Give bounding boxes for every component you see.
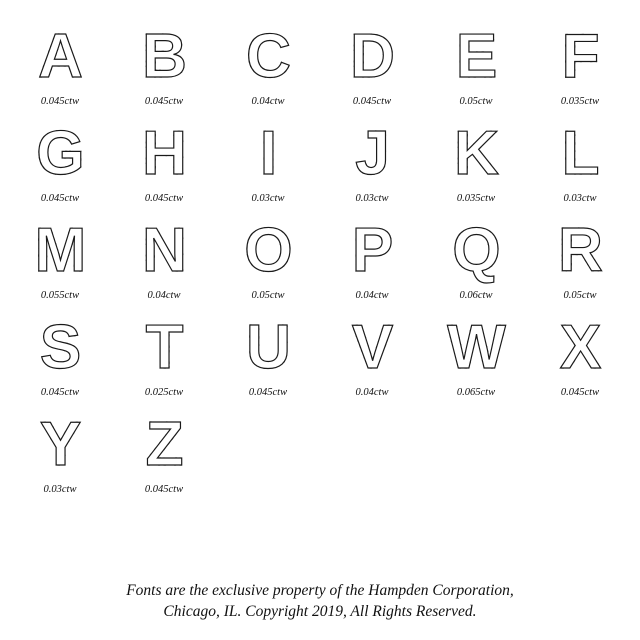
diamond-letter-glyph: K <box>454 119 498 188</box>
letter-carat-weight: 0.045ctw <box>40 387 80 398</box>
diamond-letter-glyph: Z <box>145 410 183 479</box>
letter-glyph-wrap <box>562 119 599 189</box>
diamond-letter-glyph: D <box>350 22 394 91</box>
letter-carat-weight: 0.045ctw <box>40 193 80 204</box>
letter-cell <box>8 410 112 507</box>
letter-carat-weight: 0.045ctw <box>352 96 392 107</box>
letter-carat-weight: 0.045ctw <box>248 387 288 398</box>
letter-glyph-wrap <box>456 22 496 92</box>
letter-carat-weight: 0.03ctw <box>355 193 389 204</box>
letter-carat-weight: 0.035ctw <box>560 96 600 107</box>
diamond-letter-glyph: V <box>351 313 393 382</box>
letter-cell <box>216 216 320 313</box>
diamond-letter-glyph: B <box>142 22 186 91</box>
letter-glyph-wrap <box>560 313 600 383</box>
letter-carat-weight: 0.025ctw <box>144 387 184 398</box>
diamond-letter-glyph: W <box>447 313 505 382</box>
diamond-letter-glyph: C <box>246 22 290 91</box>
letter-carat-weight: 0.045ctw <box>560 387 600 398</box>
diamond-letter-glyph: I <box>259 119 277 188</box>
letter-glyph-wrap <box>350 22 394 92</box>
letter-glyph-wrap <box>40 410 80 480</box>
letter-cell <box>424 313 528 410</box>
letter-carat-weight: 0.06ctw <box>459 290 493 301</box>
letter-carat-weight: 0.03ctw <box>251 193 285 204</box>
letter-carat-weight: 0.045ctw <box>144 96 184 107</box>
letter-glyph-wrap <box>244 216 291 286</box>
diamond-letter-glyph: U <box>246 313 290 382</box>
letter-glyph-wrap <box>447 313 505 383</box>
letter-cell <box>424 22 528 119</box>
letter-carat-weight: 0.03ctw <box>563 193 597 204</box>
letter-glyph-wrap <box>558 216 602 286</box>
letter-cell <box>320 313 424 410</box>
letter-carat-weight: 0.04ctw <box>355 387 389 398</box>
diamond-letter-glyph: H <box>142 119 186 188</box>
diamond-letter-glyph: G <box>36 119 84 188</box>
letter-carat-weight: 0.04ctw <box>251 96 285 107</box>
letter-glyph-wrap <box>246 313 290 383</box>
letter-cell <box>112 22 216 119</box>
letter-cell <box>216 313 320 410</box>
letter-carat-weight: 0.035ctw <box>456 193 496 204</box>
letter-cell <box>216 22 320 119</box>
letter-glyph-wrap <box>355 119 388 189</box>
letter-cell <box>528 216 632 313</box>
letter-cell <box>320 119 424 216</box>
letter-carat-weight: 0.055ctw <box>40 290 80 301</box>
diamond-letter-glyph: A <box>38 22 82 91</box>
letter-cell <box>8 119 112 216</box>
letter-glyph-wrap <box>35 216 86 286</box>
letter-cell <box>424 216 528 313</box>
letter-carat-weight: 0.05ctw <box>459 96 493 107</box>
letter-carat-weight: 0.05ctw <box>563 290 597 301</box>
letter-carat-weight: 0.045ctw <box>40 96 80 107</box>
letter-glyph-wrap <box>246 22 290 92</box>
letter-glyph-wrap <box>454 119 498 189</box>
diamond-letter-glyph: F <box>561 22 599 91</box>
letter-carat-weight: 0.05ctw <box>251 290 285 301</box>
diamond-letter-glyph: P <box>351 216 393 285</box>
letter-cell <box>112 313 216 410</box>
footer-line-2: Chicago, IL. Copyright 2019, All Rights Reserved. <box>163 603 477 620</box>
diamond-letter-glyph: T <box>145 313 183 382</box>
letter-carat-weight: 0.04ctw <box>355 290 389 301</box>
letter-cell <box>8 216 112 313</box>
diamond-letter-glyph: J <box>355 119 389 188</box>
letter-cell <box>8 313 112 410</box>
diamond-letter-glyph: L <box>561 119 599 188</box>
letter-carat-weight: 0.065ctw <box>456 387 496 398</box>
letter-glyph-wrap <box>352 313 392 383</box>
letter-glyph-wrap <box>352 216 392 286</box>
letter-glyph-wrap <box>40 313 80 383</box>
diamond-letter-glyph: X <box>559 313 601 382</box>
letter-glyph-wrap <box>146 313 183 383</box>
letter-cell <box>8 22 112 119</box>
diamond-letter-glyph: S <box>39 313 81 382</box>
diamond-letter-glyph: M <box>34 216 86 285</box>
letter-glyph-wrap <box>260 119 276 189</box>
letter-glyph-wrap <box>452 216 499 286</box>
diamond-letter-glyph: O <box>244 216 292 285</box>
diamond-letter-glyph: E <box>455 22 497 91</box>
diamond-letter-glyph: N <box>142 216 186 285</box>
letter-glyph-wrap <box>142 22 186 92</box>
letter-glyph-wrap <box>142 119 186 189</box>
letter-carat-weight: 0.045ctw <box>144 193 184 204</box>
letter-grid <box>8 22 632 507</box>
diamond-letter-glyph: R <box>558 216 602 285</box>
diamond-letter-glyph: Q <box>452 216 500 285</box>
letter-cell <box>424 119 528 216</box>
letter-cell <box>528 22 632 119</box>
letter-cell <box>216 119 320 216</box>
letter-glyph-wrap <box>36 119 83 189</box>
letter-glyph-wrap <box>142 216 186 286</box>
letter-cell <box>528 313 632 410</box>
letter-glyph-wrap <box>562 22 599 92</box>
letter-carat-weight: 0.045ctw <box>144 484 184 495</box>
letter-carat-weight: 0.03ctw <box>43 484 77 495</box>
letter-glyph-wrap <box>38 22 82 92</box>
letter-cell <box>112 410 216 507</box>
letter-cell <box>112 119 216 216</box>
copyright-footer <box>0 580 640 622</box>
footer-line-1: Fonts are the exclusive property of the Hampden Corporation, <box>126 582 514 599</box>
letter-cell <box>320 22 424 119</box>
diamond-letter-glyph: Y <box>39 410 81 479</box>
letter-cell <box>112 216 216 313</box>
letter-cell <box>320 216 424 313</box>
letter-cell <box>528 119 632 216</box>
letter-carat-weight: 0.04ctw <box>147 290 181 301</box>
letter-glyph-wrap <box>146 410 183 480</box>
